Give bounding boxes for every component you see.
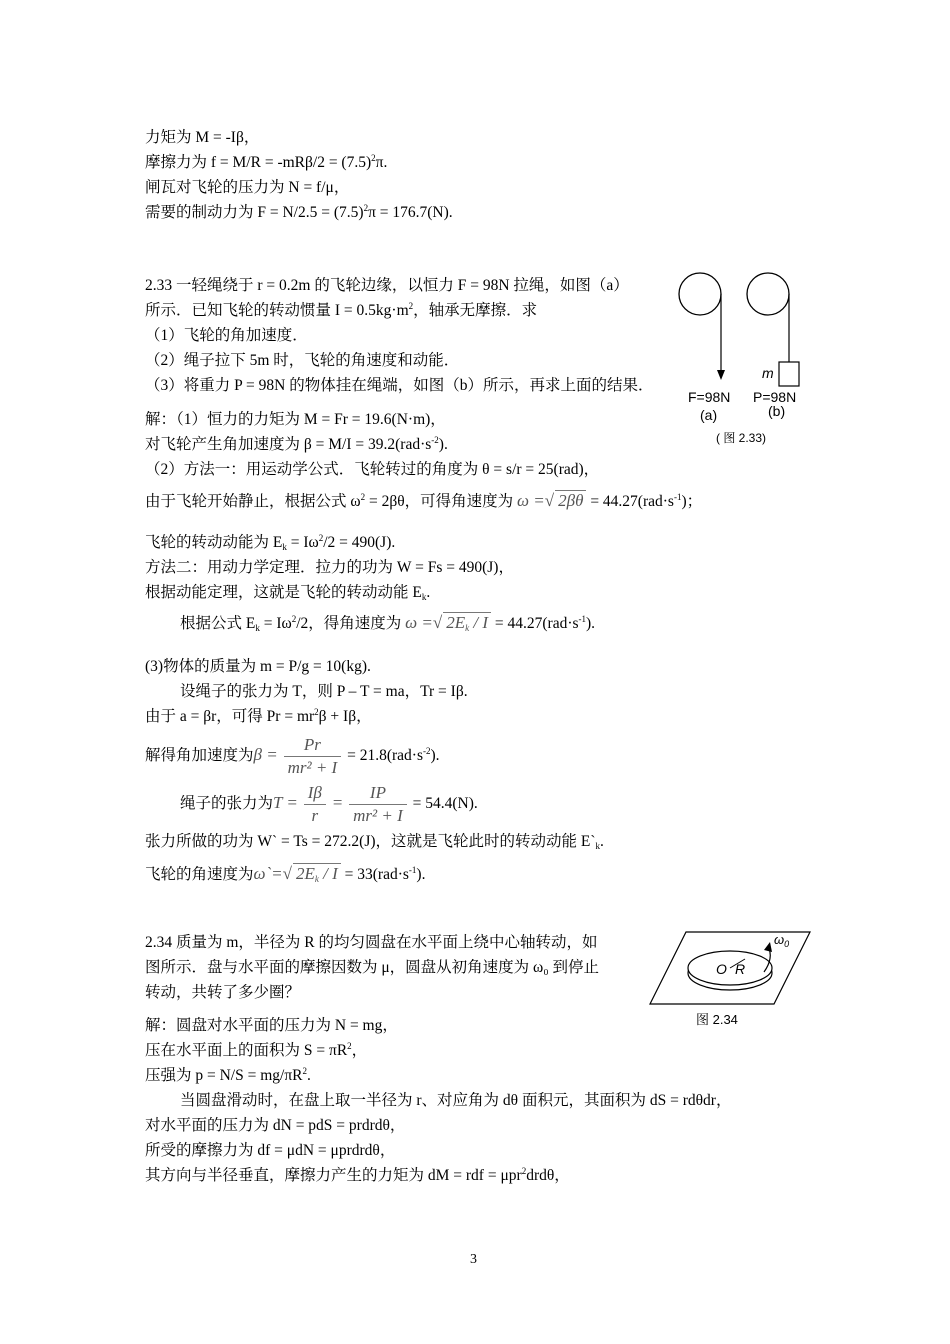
solution-line: 根据动能定理，这就是飞轮的转动动能 $E_k$.: [145, 584, 431, 602]
text-line: 闸瓦对飞轮的压力为 N = f/μ，: [145, 179, 350, 196]
solution-line: 绳子的张力为T = $\frac{I\beta}{r}$ = $\frac{IP}{\text{mr² + I}}$ = 54.4(N).: [180, 782, 478, 825]
figure-caption: 图 2.34: [696, 1012, 738, 1027]
solution-line: 由于 a = βr，可得 $Pr = mr^2\beta + I\beta$，: [145, 707, 372, 725]
page-number: 3: [470, 1252, 477, 1267]
solution-line: 对水平面的压力为 dN = pdS = prdrdθ，: [145, 1117, 406, 1134]
solution-line: 设绳子的张力为 T，则 P – T = ma，Tr = Iβ.: [180, 683, 468, 700]
text-line: 摩擦力为 $f = M/R = -mR\beta/2 = (7.5)^2\pi$.: [145, 153, 388, 171]
text-line: 需要的制动力为 $F = N/2.5 = (7.5)^2\pi = 176.7(N)$.: [145, 203, 453, 221]
solution-line: 解：圆盘对水平面的压力为 N = mg，: [145, 1017, 398, 1034]
solution-line: 飞轮的转动动能为 $E_k = I\omega^2/2 = 490(J)$.: [145, 533, 396, 552]
solution-line: 解：（1）恒力的力矩为 M = Fr = 19.6(N·m)，: [145, 411, 446, 428]
problem-234-text: 转动，共转了多少圈？: [145, 984, 301, 1001]
solution-line: 压在水平面上的面积为 $S = \pi R^2$，: [145, 1041, 368, 1059]
solution-line: (3)物体的质量为 m = P/g = 10(kg).: [145, 658, 371, 675]
flywheel-b: [747, 273, 789, 315]
solution-line: 对飞轮产生角加速度为 $\beta = M/I = 39.2(rad\cdot s^{-2})$.: [145, 435, 448, 453]
hanging-mass: [779, 362, 799, 386]
solution-line: 根据公式 $E_k = I\omega^2/2$，得角速度为 ω =√ $2E_k / I = 44.27(rad\cdot s^{-1})$.: [180, 613, 596, 633]
solution-line: 张力所做的功为 W` = Ts = 272.2(J)，这就是飞轮此时的转动动能 $E`_k$.: [145, 833, 604, 851]
problem-233-text: （1）飞轮的角加速度．: [145, 327, 308, 344]
label-omega: $\omega_0$: [774, 932, 790, 949]
label-P: P=98N: [753, 389, 797, 405]
problem-234-text: 图所示．盘与水平面的摩擦因数为 μ，圆盘从初角速度为 ω₀ 到停止: [145, 959, 600, 976]
problem-234-text: 2.34 质量为 m，半径为 R 的均匀圆盘在水平面上绕中心轴转动，如: [145, 934, 598, 951]
label-a: (a): [700, 407, 718, 423]
label-b: (b): [768, 403, 786, 419]
problem-233-text: 2.33 一轻绳绕于 r = 0.2m 的飞轮边缘，以恒力 F = 98N 拉绳，如图（a）: [145, 277, 629, 294]
figure-caption: ( 图 2.33): [716, 431, 767, 445]
problem-233-text: （3）将重力 P = 98N 的物体挂在绳端，如图（b）所示，再求上面的结果．: [145, 377, 654, 394]
figure-233: [670, 262, 810, 452]
solution-line: 当圆盘滑动时，在盘上取一半径为 r、对应角为 dθ 面积元，其面积为 dS = rdθdr，: [180, 1092, 732, 1109]
flywheel-a: [679, 273, 721, 315]
label-F: F=98N: [688, 389, 731, 405]
solution-line: 由于飞轮开始静止，根据公式 $\omega^2 = 2\beta\theta$，可得角速度为 ω =√ $2\beta\theta = 44.27(rad\cdot s^{-1})$；: [145, 491, 703, 510]
solution-line: 压强为 $p = N/S = mg/\pi R^2$.: [145, 1066, 311, 1084]
figure-234: [648, 928, 818, 1030]
solution-line: 方法二：用动力学定理．拉力的功为 W = Fs = 490(J)，: [145, 559, 514, 576]
solution-line: （2）方法一：用运动学公式．飞轮转过的角度为 θ = s/r = 25(rad)，: [145, 461, 600, 478]
label-m: m: [762, 365, 774, 381]
problem-233-text: （2）绳子拉下 5m 时，飞轮的角速度和动能．: [145, 352, 460, 369]
label-O: O: [716, 961, 727, 977]
problem-233-text: 所示．已知飞轮的转动惯量 $I = 0.5kg\cdot m^2$，轴承无摩擦．求: [145, 301, 538, 319]
solution-line: 所受的摩擦力为 df = μdN = μprdrdθ，: [145, 1142, 396, 1159]
solution-line: 飞轮的角速度为ω`=√ $2E_k / I = 33(rad\cdot s^{-1})$.: [145, 864, 426, 884]
text-line: 力矩为 M = -Iβ，: [145, 129, 260, 146]
solution-line: 解得角加速度为β = $\frac{Pr}{\text{mr² + I}}$ = $21.8(rad\cdot s^{-2})$.: [145, 734, 440, 777]
force-arrow: [717, 370, 725, 380]
solution-line: 其方向与半径垂直，摩擦力产生的力矩为 dM = rdf = μpr$^2$drdθ，: [145, 1166, 570, 1184]
label-R: R: [735, 961, 746, 977]
